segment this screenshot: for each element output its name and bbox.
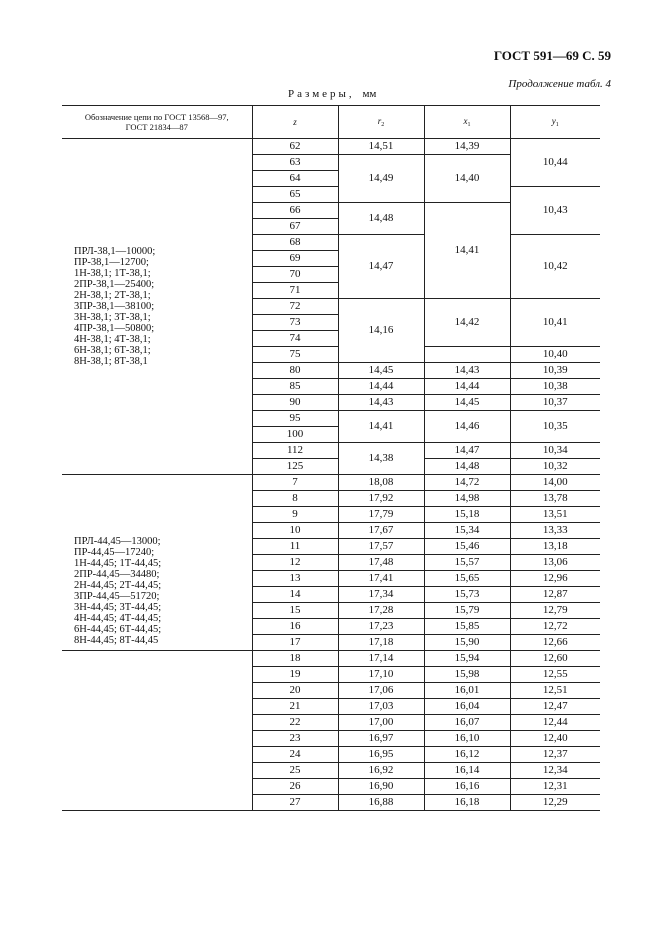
cell-x1: 15,90: [424, 635, 510, 651]
cell-r2: 16,92: [338, 763, 424, 779]
cell-z: 13: [252, 571, 338, 587]
cell-y1: 12,37: [510, 747, 600, 763]
cell-z: 67: [252, 219, 338, 235]
table-row: [62, 475, 600, 491]
cell-x1: 14,40: [424, 155, 510, 203]
header-y1: [510, 106, 600, 139]
cell-r2: 17,03: [338, 699, 424, 715]
header-r2: [338, 106, 424, 139]
cell-r2: 14,49: [338, 155, 424, 203]
cell-r2: 17,48: [338, 555, 424, 571]
cell-z: 64: [252, 171, 338, 187]
cell-r2: 17,34: [338, 587, 424, 603]
cell-x1: 14,45: [424, 395, 510, 411]
table-row: [62, 139, 600, 155]
cell-z: 21: [252, 699, 338, 715]
table-continuation-note: Продолжение табл. 4: [508, 78, 611, 90]
cell-x1: 15,98: [424, 667, 510, 683]
cell-y1: 14,00: [510, 475, 600, 491]
cell-z: 71: [252, 283, 338, 299]
cell-z: 62: [252, 139, 338, 155]
cell-y1: 13,78: [510, 491, 600, 507]
cell-z: 70: [252, 267, 338, 283]
cell-r2: 17,06: [338, 683, 424, 699]
cell-z: 112: [252, 443, 338, 459]
cell-x1: 16,07: [424, 715, 510, 731]
cell-r2: 17,10: [338, 667, 424, 683]
cell-y1: 13,51: [510, 507, 600, 523]
cell-r2: 14,45: [338, 363, 424, 379]
cell-r2: 17,41: [338, 571, 424, 587]
cell-z: 73: [252, 315, 338, 331]
cell-x1: 15,46: [424, 539, 510, 555]
cell-y1: 12,44: [510, 715, 600, 731]
cell-y1: 12,66: [510, 635, 600, 651]
cell-x1: 16,12: [424, 747, 510, 763]
cell-x1: 14,43: [424, 363, 510, 379]
cell-y1: 12,72: [510, 619, 600, 635]
cell-r2: 14,16: [338, 299, 424, 363]
cell-y1: 10,34: [510, 443, 600, 459]
cell-y1: 12,87: [510, 587, 600, 603]
header-y1-symbol: y: [551, 116, 556, 126]
cell-y1: 10,35: [510, 411, 600, 443]
cell-y1: 12,31: [510, 779, 600, 795]
cell-x1: 15,18: [424, 507, 510, 523]
cell-z: 23: [252, 731, 338, 747]
cell-y1: 12,29: [510, 795, 600, 811]
cell-r2: 16,90: [338, 779, 424, 795]
cell-x1: 14,39: [424, 139, 510, 155]
cell-y1: 12,96: [510, 571, 600, 587]
cell-z: 26: [252, 779, 338, 795]
units-caption: [288, 88, 376, 100]
cell-z: 17: [252, 635, 338, 651]
cell-z: 9: [252, 507, 338, 523]
cell-r2: 17,23: [338, 619, 424, 635]
units-mm: мм: [362, 88, 377, 100]
cell-z: 72: [252, 299, 338, 315]
cell-r2: 14,51: [338, 139, 424, 155]
cell-z: 80: [252, 363, 338, 379]
cell-z: 14: [252, 587, 338, 603]
cell-z: 75: [252, 347, 338, 363]
cell-y1: 10,39: [510, 363, 600, 379]
cell-y1: 10,32: [510, 459, 600, 475]
dimensions-table: [62, 105, 600, 811]
cell-z: 7: [252, 475, 338, 491]
cell-x1: 15,85: [424, 619, 510, 635]
cell-r2: 14,41: [338, 411, 424, 443]
cell-r2: 14,47: [338, 235, 424, 299]
cell-x1: 15,34: [424, 523, 510, 539]
cell-z: 11: [252, 539, 338, 555]
cell-y1: 12,60: [510, 651, 600, 667]
group2-rows: [62, 475, 600, 811]
cell-z: 63: [252, 155, 338, 171]
cell-z: 125: [252, 459, 338, 475]
cell-z: 85: [252, 379, 338, 395]
cell-x1: 14,47: [424, 443, 510, 459]
cell-x1: 16,10: [424, 731, 510, 747]
cell-z: 100: [252, 427, 338, 443]
document-code: ГОСТ 591—69 С. 59: [493, 48, 611, 63]
header-x1-symbol: x: [463, 116, 468, 126]
cell-y1: 10,40: [510, 347, 600, 363]
cell-r2: 14,43: [338, 395, 424, 411]
cell-x1: 14,42: [424, 299, 510, 347]
cell-y1: 10,44: [510, 139, 600, 187]
cell-y1: 13,06: [510, 555, 600, 571]
cell-y1: 12,51: [510, 683, 600, 699]
cell-y1: 10,38: [510, 379, 600, 395]
units-label: Размеры,: [288, 88, 355, 100]
cell-x1: 16,16: [424, 779, 510, 795]
cell-r2: 16,88: [338, 795, 424, 811]
table-row: [62, 651, 600, 667]
cell-z: 16: [252, 619, 338, 635]
cell-x1: 16,04: [424, 699, 510, 715]
cell-y1: 13,18: [510, 539, 600, 555]
cell-x1: 15,57: [424, 555, 510, 571]
cell-r2: 17,14: [338, 651, 424, 667]
cell-x1: 14,98: [424, 491, 510, 507]
cell-z: 24: [252, 747, 338, 763]
cell-y1: 10,37: [510, 395, 600, 411]
header-z: z: [252, 106, 338, 139]
chain-designations-44: ПРЛ-44,45—13000; ПР-44,45—17240; 1Н-44,45; 1Т-44,45; 2ПР-44,45—34480; 2Н-44,45; 2Т-44,45; 3ПР-44,45—51720; 3Н-44,45; 3Т-44,45; 4Н-44,45; 4Т-44,45; 6Н-44,45; 6Т-44,45; 8Н-44,45; 8Т-44,45: [62, 475, 252, 651]
header-designation: Обозначение цепи по ГОСТ 13568—97, ГОСТ 21834—87: [62, 106, 252, 139]
cell-r2: 14,48: [338, 203, 424, 235]
cell-x1: 16,01: [424, 683, 510, 699]
cell-r2: 17,28: [338, 603, 424, 619]
cell-x1-empty: [424, 347, 510, 363]
chain-designations-38: ПРЛ-38,1—10000; ПР-38,1—12700; 1Н-38,1; 1Т-38,1; 2ПР-38,1—25400; 2Н-38,1; 2Т-38,1; 3ПР-38,1—38100; 3Н-38,1; 3Т-38,1; 4ПР-38,1—50800; 4Н-38,1; 4Т-38,1; 6Н-38,1; 6Т-38,1; 8Н-38,1; 8Т-38,1: [62, 139, 252, 475]
cell-y1: 12,79: [510, 603, 600, 619]
cell-x1: 15,65: [424, 571, 510, 587]
cell-z: 27: [252, 795, 338, 811]
cell-z: 66: [252, 203, 338, 219]
cell-y1: 13,33: [510, 523, 600, 539]
cell-z: 10: [252, 523, 338, 539]
cell-z: 12: [252, 555, 338, 571]
cell-r2: 14,38: [338, 443, 424, 475]
cell-r2: 17,67: [338, 523, 424, 539]
header-r2-symbol: r: [377, 116, 382, 126]
cell-x1: 15,73: [424, 587, 510, 603]
cell-z: 8: [252, 491, 338, 507]
cell-z: 74: [252, 331, 338, 347]
cell-y1: 12,47: [510, 699, 600, 715]
cell-y1: 10,43: [510, 187, 600, 235]
cell-y1: 10,41: [510, 299, 600, 347]
header-r2-subscript: 2: [381, 122, 385, 128]
cell-z: 65: [252, 187, 338, 203]
cell-x1: 14,41: [424, 203, 510, 299]
cell-x1: 14,46: [424, 411, 510, 443]
cell-z: 19: [252, 667, 338, 683]
cell-y1: 10,42: [510, 235, 600, 299]
cell-x1: 14,44: [424, 379, 510, 395]
cell-y1: 12,34: [510, 763, 600, 779]
header-y1-subscript: 1: [555, 122, 559, 128]
table-header-row: [62, 106, 600, 139]
cell-r2: 17,57: [338, 539, 424, 555]
cell-x1: 16,14: [424, 763, 510, 779]
cell-r2: 17,92: [338, 491, 424, 507]
cell-r2: 14,44: [338, 379, 424, 395]
cell-z: 18: [252, 651, 338, 667]
header-x1: [424, 106, 510, 139]
cell-r2: 17,18: [338, 635, 424, 651]
cell-z: 15: [252, 603, 338, 619]
cell-x1: 15,94: [424, 651, 510, 667]
cell-z: 20: [252, 683, 338, 699]
cell-z: 90: [252, 395, 338, 411]
cell-x1: 16,18: [424, 795, 510, 811]
cell-x1: 14,72: [424, 475, 510, 491]
cell-x1: 14,48: [424, 459, 510, 475]
cell-y1: 12,55: [510, 667, 600, 683]
cell-z: 25: [252, 763, 338, 779]
header-x1-subscript: 1: [467, 122, 471, 128]
cell-z: 22: [252, 715, 338, 731]
chain-designations-44-cont: [62, 651, 252, 811]
cell-z: 68: [252, 235, 338, 251]
cell-z: 69: [252, 251, 338, 267]
cell-y1: 12,40: [510, 731, 600, 747]
cell-r2: 18,08: [338, 475, 424, 491]
cell-x1: 15,79: [424, 603, 510, 619]
cell-r2: 17,79: [338, 507, 424, 523]
cell-z: 95: [252, 411, 338, 427]
cell-r2: 16,95: [338, 747, 424, 763]
cell-r2: 17,00: [338, 715, 424, 731]
cell-r2: 16,97: [338, 731, 424, 747]
